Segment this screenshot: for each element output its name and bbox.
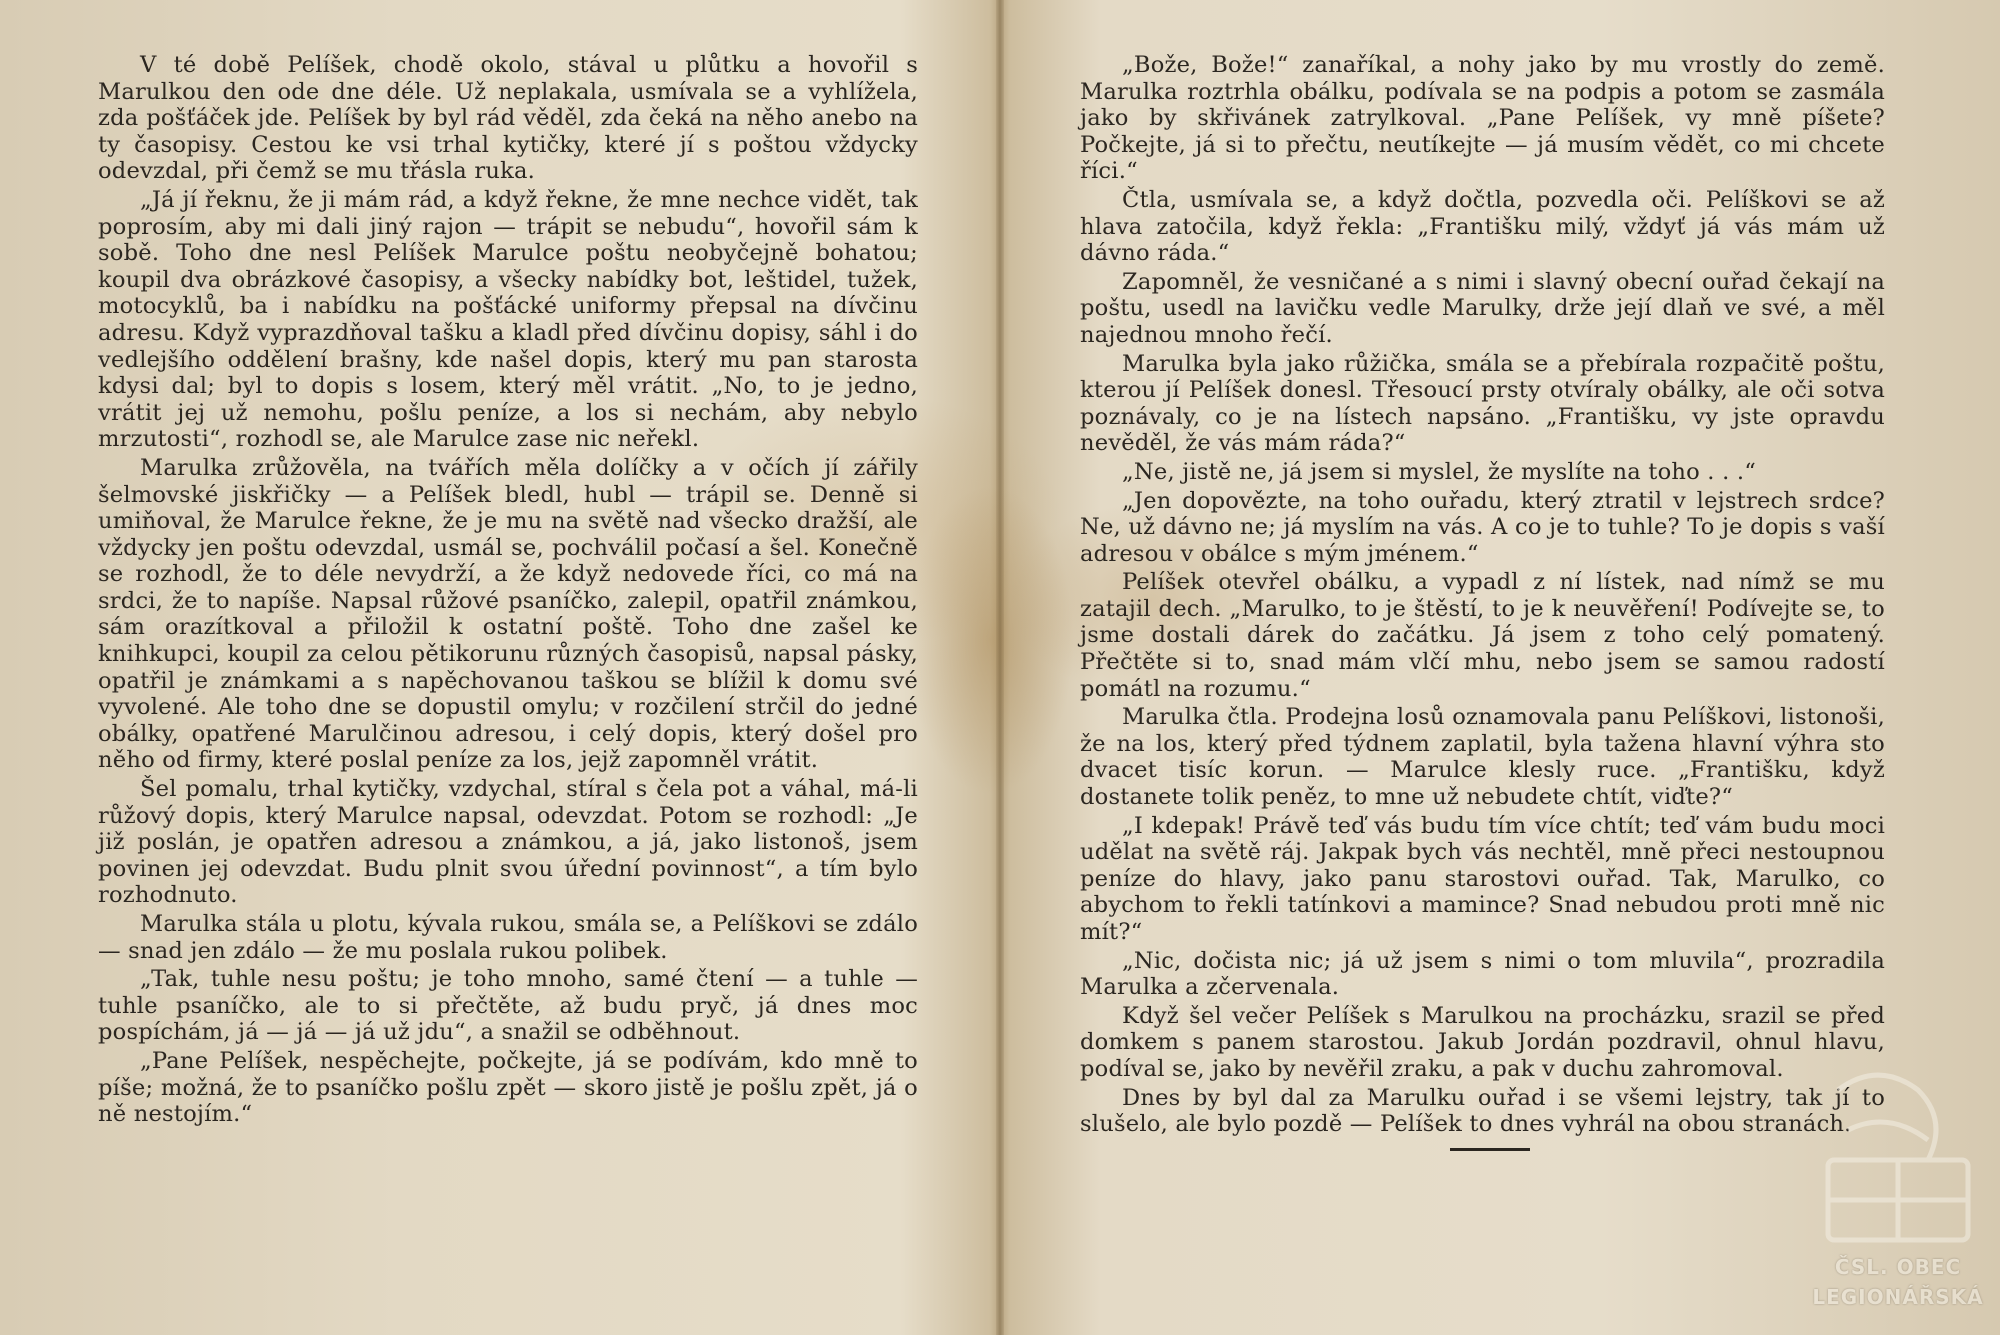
stamp-line1: ČSL. OBEC bbox=[1834, 1255, 1962, 1279]
paragraph: Pelíšek otevřel obálku, a vypadl z ní lístek, nad nímž se mu zatajil dech. „Marulko, to je štěstí, to je k neuvěření! Podívejte se, to jsme dostali dárek do začátku. Já jsem z toho celý pomatený. Přečtěte si to, snad mám vlčí mhu, nebo jsem se samou radostí pomátl na rozumu.“ bbox=[1080, 569, 1885, 702]
paragraph: Šel pomalu, trhal kytičky, vzdychal, stíral s čela pot a váhal, má-li růžový dopis, který Marulce napsal, odevzdat. Potom se rozhodl: „Je již poslán, je opatřen adresou a známkou, a já, jako listonoš, jsem povinen jej odevzdat. Budu plnit svou úřední povinnost“, a tím bylo rozhodnuto. bbox=[98, 776, 918, 909]
paragraph: Dnes by byl dal za Marulku ouřad i se všemi lejstry, tak jí to slušelo, ale bylo pozdě — Pelíšek to dnes vyhrál na obou stranách. bbox=[1080, 1084, 1885, 1138]
paragraph: Marulka čtla. Prodejna losů oznamovala panu Pelíškovi, listonoši, že na los, který před týdnem zaplatil, byla tažena hlavní výhra sto dvacet tisíc korun. — Marulce klesly ruce. „Františku, když dostanete tolik peněz, to mne už nebudete chtít, viďte?“ bbox=[1080, 704, 1885, 811]
paragraph: Zapomněl, že vesničané a s nimi i slavný obecní ouřad čekají na poštu, usedl na lavičku vedle Marulky, drže její dlaň ve své, a měl najednou mnoho řečí. bbox=[1080, 268, 1885, 348]
paragraph: „Já jí řeknu, že ji mám rád, a když řekne, že mne nechce vidět, tak poprosím, aby mi dali jiný rajon — trápit se nebudu“, hovořil sám k sobě. Toho dne nesl Pelíšek Marulce poštu neobyčejně bohatou; koupil dva obrázkové časopisy, a všecky nabídky bot, leštidel, tužek, motocyklů, ba i nabídku na pošťácké uniformy přepsal na dívčinu adresu. Když vyprazdňoval tašku a kladl před dívčinu dopisy, sáhl i do vedlejšího oddělení brašny, kde našel dopis, který mu pan starosta kdysi dal; byl to dopis s losem, který měl vrátit. „No, to je jedno, vrátit jej už nemohu, pošlu peníze, a los si nechám, aby nebylo mrzutosti“, rozhodl se, ale Marulce zase nic neřekl. bbox=[98, 186, 918, 453]
paragraph: „Pane Pelíšek, nespěchejte, počkejte, já se podívám, kdo mně to píše; možná, že to psaníčko pošlu zpět — skoro jistě je pošlu zpět, já o ně nestojím.“ bbox=[98, 1047, 918, 1128]
paragraph: Čtla, usmívala se, a když dočtla, pozvedla oči. Pelíškovi se až hlava zatočila, když řekla: „Františku milý, vždyť já vás mám už dávno ráda.“ bbox=[1080, 186, 1885, 267]
watermark-stamp bbox=[1808, 1050, 1988, 1320]
page-fold bbox=[996, 0, 1004, 1335]
paragraph: „Bože, Bože!“ zanaříkal, a nohy jako by mu vrostly do země. Marulka roztrhla obálku, podívala se na podpis a potom se zasmála jako by skřivánek zatrylkoval. „Pane Pelíšek, vy mně píšete? Počkejte, já si to přečtu, neutíkejte — já musím vědět, co mi chcete říci.“ bbox=[1080, 52, 1885, 185]
paragraph: „Ne, jistě ne, já jsem si myslel, že myslíte na toho . . .“ bbox=[1122, 458, 1756, 485]
right-page bbox=[1080, 52, 1885, 1151]
paragraph: Marulka zrůžověla, na tvářích měla dolíčky a v očích jí zářily šelmovské jiskřičky — a Pelíšek bledl, hubl — trápil se. Denně si umiňoval, že Marulce řekne, že je mu na světě nad všecko dražší, ale vždycky jen poštu odevzdal, usmál se, pochválil počasí a šel. Konečně se rozhodl, že to déle nevydrží, a že když nedovede říci, co má na srdci, že to napíše. Napsal růžové psaníčko, zalepil, opatřil známkou, sám orazítkoval a přiložil k ostatní poště. Toho dne zašel ke knihkupci, koupil za celou pětikorunu různých časopisů, napsal pásky, opatřil je známkami a s napěchovanou taškou se blížil k domu své vyvolené. Ale toho dne se dopustil omylu; v rozčilení strčil do jedné obálky, opatřené Marulčinou adresou, i celý dopis, který došel pro něho od firmy, které poslal peníze za los, jejž zapomněl vrátit. bbox=[98, 454, 918, 774]
left-page bbox=[98, 52, 918, 1130]
paragraph: Když šel večer Pelíšek s Marulkou na procházku, srazil se před domkem s panem starostou. Jakub Jordán pozdravil, ohnul hlavu, podíval se, jako by nevěřil zraku, a pak v duchu zahromoval. bbox=[1080, 1002, 1885, 1082]
emblem-icon bbox=[1808, 1050, 1988, 1250]
paragraph: „I kdepak! Právě teď vás budu tím více chtít; teď vám budu moci udělat na světě ráj. Jakpak bych vás nechtěl, mně přeci nestoupnou peníze do hlavy, jako panu starostovi ouřad. Tak, Marulko, co abychom to řekli tatínkovi a mamince? Snad nebudou proti mně nic mít?“ bbox=[1080, 812, 1885, 945]
end-rule bbox=[1450, 1148, 1530, 1151]
stamp-line2: LEGIONÁŘSKÁ bbox=[1812, 1285, 1984, 1309]
paragraph: Marulka stála u plotu, kývala rukou, smála se, a Pelíškovi se zdálo — snad jen zdálo — že mu poslala rukou polibek. bbox=[98, 911, 918, 964]
paragraph: „Tak, tuhle nesu poštu; je toho mnoho, samé čtení — a tuhle — tuhle psaníčko, ale to si přečtěte, až budu pryč, já dnes moc pospíchám, já — já — já už jdu“, a snažil se odběhnout. bbox=[98, 966, 918, 1046]
paragraph: „Nic, dočista nic; já už jsem s nimi o tom mluvila“, prozradila Marulka a zčervenala. bbox=[1080, 947, 1885, 1001]
paragraph: Marulka byla jako růžička, smála se a přebírala rozpačitě poštu, kterou jí Pelíšek donesl. Třesoucí prsty otvíraly obálky, ale oči sotva poznávaly, co je na lístech napsáno. „Františku, vy jste opravdu nevěděl, že vás mám ráda?“ bbox=[1080, 350, 1885, 457]
paragraph: V té době Pelíšek, chodě okolo, stával u plůtku a hovořil s Marulkou den ode dne déle. Už neplakala, usmívala se a vyhlížela, zda pošťáček jde. Pelíšek by byl rád věděl, zda čeká na něho anebo na ty časopisy. Cestou ke vsi trhal kytičky, které jí s poštou vždycky odevzdal, při čemž se mu třásla ruka. bbox=[98, 52, 918, 185]
paragraph: „Jen dopovězte, na toho ouřadu, který ztratil v lejstrech srdce? Ne, už dávno ne; já myslím na vás. A co je to tuhle? To je dopis s vaší adresou v obálce s mým jménem.“ bbox=[1080, 487, 1885, 567]
